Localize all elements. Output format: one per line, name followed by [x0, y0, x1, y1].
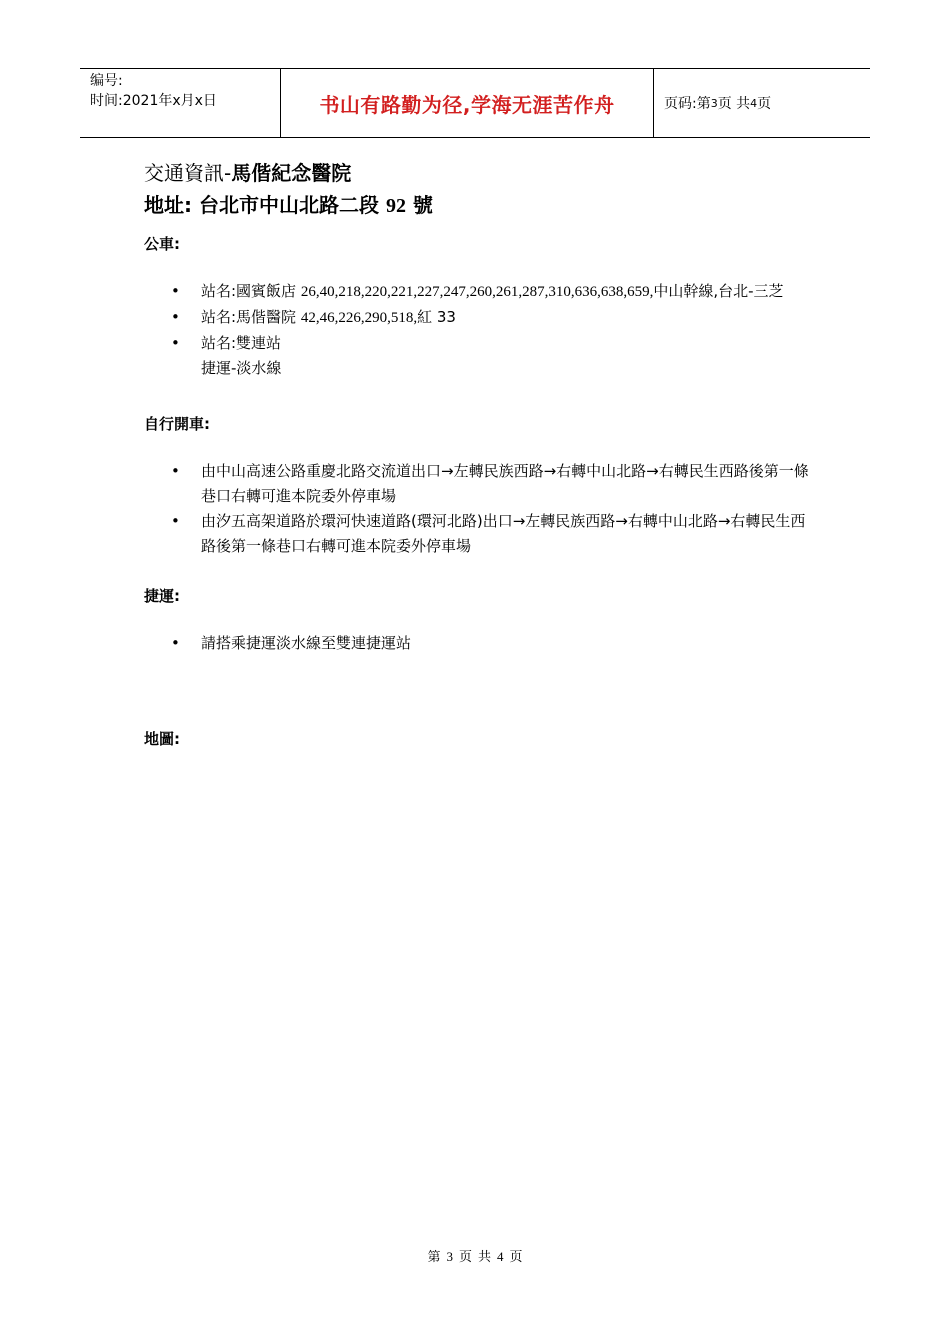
list-item: • 請搭乘捷運淡水線至雙連捷運站: [144, 631, 811, 656]
list-item: • 由中山高速公路重慶北路交流道出口→左轉民族西路→右轉中山北路→右轉民生西路後第一條巷口右轉可進本院委外停車場: [144, 459, 811, 509]
time-value: 2021年x月x日: [122, 93, 217, 109]
title-plain: 交通資訊-: [144, 161, 232, 185]
page-current: 3: [710, 96, 718, 110]
list-item: • 站名:馬偕醫院 42,46,226,290,518,紅 33: [144, 305, 811, 331]
header-table: [80, 68, 870, 138]
list-item: • 站名:國賓飯店 26,40,218,220,221,227,247,260,261,287,310,636,638,659,中山幹線,台北-三芝: [144, 279, 811, 305]
time-label: 时间:: [90, 93, 123, 109]
header-motto-cell: [281, 69, 654, 137]
bullet: •: [171, 308, 180, 326]
address-number: 92: [385, 195, 406, 217]
time-line: [90, 91, 280, 111]
bullet: •: [171, 512, 180, 530]
page-total: 4: [750, 96, 758, 110]
page-title: [144, 156, 824, 190]
title-bold: 馬偕紀念醫院: [231, 161, 352, 185]
mrt-list: [144, 631, 824, 656]
bullet: •: [171, 334, 180, 352]
bullet: •: [171, 282, 180, 300]
address-label: 地址: 台北市中山北路二段: [144, 193, 379, 217]
map-section-label: 地圖:: [144, 730, 180, 748]
list-item: • 由汐五高架道路於環河快速道路(環河北路)出口→左轉民族西路→右轉中山北路→右轉民生西路後第一條巷口右轉可進本院委外停車場: [144, 509, 811, 559]
page-suffix: 页: [757, 96, 772, 112]
motto: 书山有路勤为径,学海无涯苦作舟: [319, 92, 615, 117]
address-suffix: 號: [412, 193, 433, 217]
drive-section-label: 自行開車:: [144, 415, 210, 433]
header-page-cell: [654, 69, 870, 137]
bullet: •: [171, 462, 180, 480]
bus-section-label: 公車:: [144, 235, 180, 253]
number-label: 编号:: [90, 73, 123, 89]
page-prefix: 页码:第: [664, 96, 711, 112]
mrt-section-label: 捷運:: [144, 587, 180, 605]
footer-total-pages: 4: [497, 1249, 504, 1264]
bullet: •: [171, 634, 180, 652]
list-item: • 站名:雙連站 捷運-淡水線: [144, 331, 811, 381]
address: [144, 190, 824, 221]
footer-current-page: 3: [446, 1249, 453, 1264]
bus-list: [144, 279, 824, 381]
page-mid: 页 共: [717, 96, 751, 112]
header-meta-cell: [80, 69, 281, 137]
drive-list: [144, 459, 824, 559]
page-footer: 第 3 页 共 4 页: [427, 1249, 523, 1264]
document-body: [144, 156, 824, 750]
